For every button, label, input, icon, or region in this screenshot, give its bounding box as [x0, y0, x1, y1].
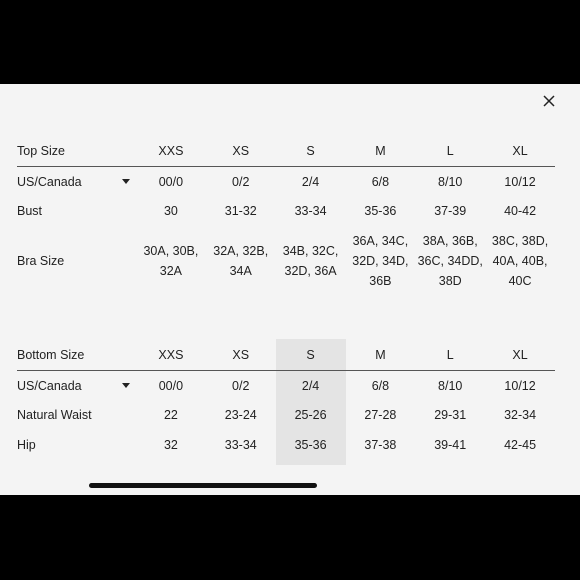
row-label: Bust — [17, 204, 43, 218]
table-cell: 0/2 — [232, 175, 250, 190]
bottom-size-col-xxs: XXS — [136, 340, 206, 370]
row-label: Hip — [17, 438, 36, 452]
top-size-table — [17, 136, 555, 296]
table-row — [17, 166, 555, 196]
cell-line: 36A, 34C, — [352, 234, 409, 248]
table-cell: 32-34 — [504, 408, 537, 422]
table-cell: 8/10 — [438, 175, 463, 190]
scroll-indicator[interactable] — [89, 483, 317, 488]
cell-line: 32D, 34D, — [352, 254, 409, 268]
cell-line: 36C, 34DD, — [417, 254, 483, 268]
table-row — [17, 430, 555, 460]
table-cell — [345, 226, 415, 296]
table-cell: 10/12 — [504, 379, 536, 394]
table-row — [17, 400, 555, 430]
top-region-dropdown[interactable] — [17, 166, 136, 196]
table-cell: 6/8 — [371, 175, 390, 190]
row-label: Natural Waist — [17, 408, 92, 422]
cell-line: 32D, 36A — [284, 264, 337, 278]
table-cell: 40-42 — [504, 204, 537, 218]
cell-line: 32A, 32B, — [213, 244, 269, 258]
table-cell — [276, 226, 346, 296]
table-cell: 35-36 — [294, 438, 327, 452]
row-label: Bra Size — [17, 254, 65, 268]
table-cell: 33-34 — [224, 438, 257, 452]
table-cell: 39-41 — [434, 438, 467, 452]
table-cell: 00/0 — [158, 379, 184, 394]
bottom-size-col-xl: XL — [485, 340, 555, 370]
bottom-size-header-row — [17, 340, 555, 370]
close-icon[interactable] — [540, 92, 558, 110]
table-cell: 22 — [163, 408, 178, 422]
table-cell: 8/10 — [438, 379, 463, 394]
top-size-heading: Top Size — [17, 136, 136, 166]
table-cell: 31-32 — [224, 204, 257, 218]
table-cell: 30 — [163, 204, 178, 218]
table-cell: 10/12 — [504, 175, 536, 190]
table-cell: 23-24 — [224, 408, 257, 422]
cell-line: 38D — [438, 274, 462, 288]
cell-line: 40C — [508, 274, 532, 288]
cell-line: 34B, 32C, — [282, 244, 339, 258]
table-cell: 33-34 — [294, 204, 327, 218]
cell-line: 38C, 38D, — [491, 234, 549, 248]
table-cell — [485, 226, 555, 296]
row-label: US/Canada — [17, 175, 82, 190]
bottom-size-col-l: L — [415, 340, 485, 370]
table-cell: 32 — [163, 438, 178, 452]
table-cell — [136, 226, 206, 296]
top-size-header-row — [17, 136, 555, 166]
table-cell: 29-31 — [434, 408, 467, 422]
table-cell: 37-38 — [364, 438, 397, 452]
cell-line: 34A — [229, 264, 252, 278]
top-size-col-xs: XS — [206, 136, 276, 166]
bottom-size-col-m: M — [345, 340, 415, 370]
table-cell: 00/0 — [158, 175, 184, 190]
table-cell: 25-26 — [294, 408, 327, 422]
table-row — [17, 196, 555, 226]
bottom-size-table — [17, 340, 555, 460]
cell-line: 40A, 40B, — [492, 254, 548, 268]
top-size-col-l: L — [415, 136, 485, 166]
caret-down-icon[interactable] — [122, 383, 130, 388]
table-row — [17, 370, 555, 400]
table-cell: 37-39 — [434, 204, 467, 218]
caret-down-icon[interactable] — [122, 179, 130, 184]
table-cell: 0/2 — [232, 379, 250, 394]
table-cell: 35-36 — [364, 204, 397, 218]
cell-line: 30A, 30B, — [143, 244, 199, 258]
table-cell — [206, 226, 276, 296]
bottom-size-col-xs: XS — [206, 340, 276, 370]
cell-line: 38A, 36B, — [422, 234, 478, 248]
size-chart-panel — [0, 84, 580, 495]
table-cell: 2/4 — [301, 379, 320, 394]
bottom-region-dropdown[interactable] — [17, 370, 136, 400]
cell-line: 36B — [369, 274, 392, 288]
table-cell — [415, 226, 485, 296]
top-size-col-s: S — [276, 136, 346, 166]
table-cell: 6/8 — [371, 379, 390, 394]
bottom-size-col-s: S — [276, 340, 346, 370]
table-row — [17, 226, 555, 296]
top-size-col-xl: XL — [485, 136, 555, 166]
bottom-size-heading: Bottom Size — [17, 340, 136, 370]
top-size-col-m: M — [345, 136, 415, 166]
top-size-col-xxs: XXS — [136, 136, 206, 166]
table-cell: 42-45 — [504, 438, 537, 452]
table-cell: 27-28 — [364, 408, 397, 422]
table-cell: 2/4 — [301, 175, 320, 190]
row-label: US/Canada — [17, 379, 82, 394]
cell-line: 32A — [159, 264, 183, 278]
